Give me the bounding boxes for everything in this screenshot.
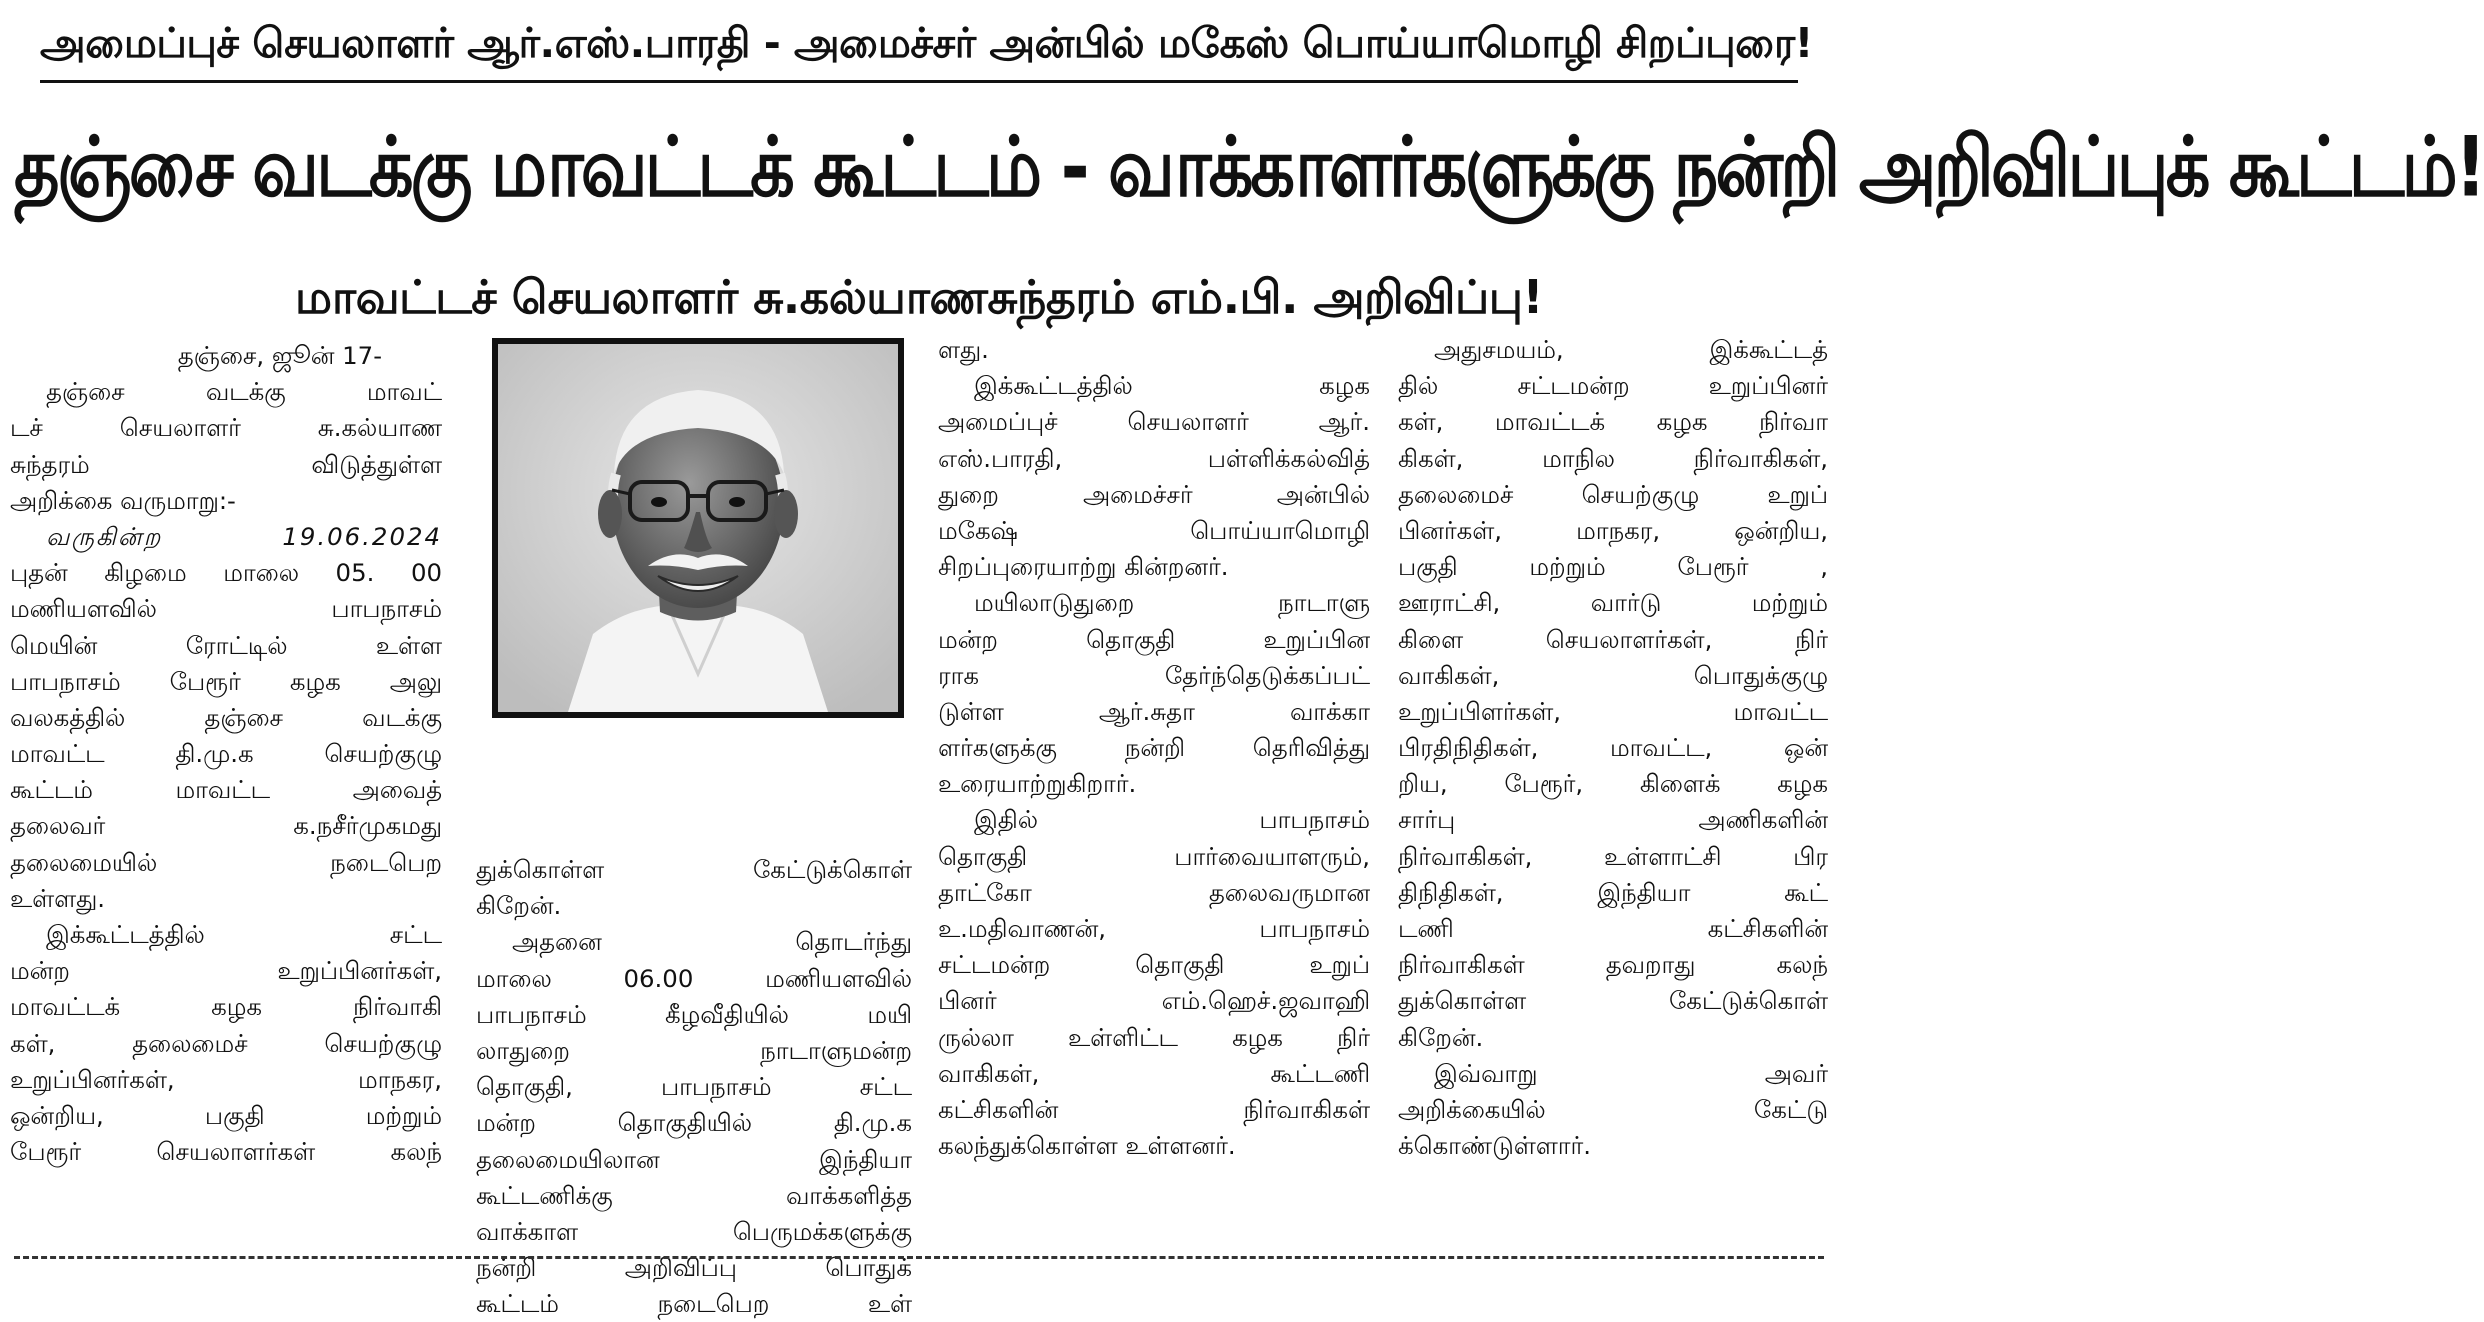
article-line: உ.மதிவாணன், பாபநாசம் (938, 914, 1370, 943)
article-line: அமைப்புச் செயலாளர் ஆர். (938, 407, 1370, 437)
article-line: துக்கொள்ள கேட்டுக்கொள் (1398, 986, 1828, 1016)
portrait-photo-frame (492, 338, 904, 718)
article-line: வாகிகள், கூட்டணி (938, 1058, 1370, 1088)
article-line: மன்ற உறுப்பினர்கள், (10, 956, 442, 986)
article-line: பிரதிநிதிகள், மாவட்ட, ஒன் (1398, 733, 1828, 763)
article-line: தில் சட்டமன்ற உறுப்பினர் (1398, 371, 1828, 401)
article-line: கிறேன். (476, 891, 562, 921)
article-line: நிர்வாகிகள், உள்ளாட்சி பிர (1398, 841, 1828, 871)
article-line: சட்டமன்ற தொகுதி உறுப் (938, 950, 1370, 980)
article-line: ருல்லா உள்ளிட்ட கழக நிர் (938, 1022, 1370, 1052)
article-line: கட்சிகளின் நிர்வாகிகள் (938, 1094, 1370, 1124)
article-line: டச் செயலாளர் சு.கல்யாண (10, 413, 442, 443)
portrait-photo (498, 344, 898, 712)
article-line: தலைமைச் செயற்குழு உறுப் (1398, 479, 1828, 509)
article-line: மன்ற தொகுதியில் தி.மு.க (476, 1108, 912, 1138)
article-line: ஊராட்சி, வார்டு மற்றும் (1398, 588, 1828, 618)
article-line: கூட்டணிக்கு வாக்களித்த (476, 1180, 912, 1210)
bottom-divider (14, 1256, 1824, 1259)
article-line: வலகத்தில் தஞ்சை வடக்கு (10, 702, 442, 732)
article-line: மயிலாடுதுறை நாடாளு (974, 588, 1370, 618)
article-line: அதனை தொடர்ந்து (512, 927, 912, 957)
article-line: பினர் எம்.ஹெச்.ஜவாஹி (938, 986, 1370, 1016)
article-line: இவ்வாறு அவர் (1434, 1058, 1828, 1088)
article-line: ளது. (938, 335, 989, 364)
article-line: உரையாற்றுகிறார். (938, 769, 1137, 799)
article-line: தொகுதி, பாபநாசம் சட்ட (476, 1072, 912, 1102)
article-line: நிர்வாகிகள் தவறாது கலந் (1398, 950, 1828, 980)
dateline: தஞ்சை, ஜூன் 17- (177, 341, 382, 370)
article-line: கலந்துக்கொள்ள உள்ளனர். (938, 1131, 1236, 1161)
article-line: மன்ற தொகுதி உறுப்பின (938, 624, 1370, 654)
article-line: மணியளவில் பாபநாசம் (10, 594, 442, 624)
article-line: துறை அமைச்சர் அன்பில் (938, 479, 1370, 509)
article-line: அறிக்கை வருமாறு:- (10, 485, 236, 515)
article-line: இக்கூட்டத்தில் சட்ட (46, 920, 442, 949)
article-line: இக்கூட்டத்தில் கழக (974, 371, 1370, 401)
article-line: சார்பு அணிகளின் (1398, 805, 1828, 835)
article-line: உறுப்பிளர்கள், மாவட்ட (1398, 696, 1828, 726)
article-line: பினர்கள், மாநகர, ஒன்றிய, (1398, 515, 1828, 545)
article-line: வருகின்ற 19.06.2024 (46, 521, 442, 551)
article-line: லாதுறை நாடாளுமன்ற (476, 1035, 912, 1065)
article-line: மாவட்டக் கழக நிர்வாகி (10, 992, 442, 1022)
article-line: வாக்காள பெருமக்களுக்கு (476, 1216, 912, 1246)
article-line: தஞ்சை வடக்கு மாவட் (46, 377, 442, 407)
article-line: தலைமையில் நடைபெற (10, 847, 442, 877)
article-line: தாட்கோ தலைவருமான (938, 877, 1370, 907)
article-line: கள், மாவட்டக் கழக நிர்வா (1398, 407, 1828, 437)
kicker-rule (40, 80, 1798, 83)
article-line: டணி கட்சிகளின் (1398, 914, 1828, 943)
article-line: ளர்களுக்கு நன்றி தெரிவித்து (938, 733, 1370, 763)
article-line: கூட்டம் மாவட்ட அவைத் (10, 775, 442, 805)
article-line: கிறேன். (1398, 1022, 1484, 1052)
article-line: அதுசமயம், இக்கூட்டத் (1434, 335, 1828, 364)
article-column-2 (476, 852, 912, 1322)
article-line: மாலை 06.00 மணியளவில் (476, 963, 912, 993)
article-line: சுந்தரம் விடுத்துள்ள (10, 449, 442, 479)
article-column-3 (938, 332, 1370, 1164)
kicker-headline: அமைப்புச் செயலாளர் ஆர்.எஸ்.பாரதி - அமைச்சர் அன்பில் மகேஸ் பொய்யாமொழி சிறப்புரை! (40, 19, 1813, 67)
article-line: மாவட்ட தி.மு.க செயற்குழு (10, 739, 442, 769)
sub-headline: மாவட்டச் செயலாளர் சு.கல்யாணசுந்தரம் எம்.பி. அறிவிப்பு! (295, 270, 1543, 324)
article-line: பாபநாசம் கீழவீதியில் மயி (476, 999, 912, 1029)
article-line: தொகுதி பார்வையாளரும், (938, 841, 1370, 871)
article-line: மகேஷ் பொய்யாமொழி (938, 515, 1370, 545)
article-line: கள், தலைமைச் செயற்குழு (10, 1028, 442, 1058)
article-line: டுள்ள ஆர்.சுதா வாக்கா (938, 696, 1370, 726)
article-line: க்கொண்டுள்ளார். (1398, 1131, 1591, 1161)
article-line: புதன் கிழமை மாலை 05. 00 (10, 558, 442, 588)
article-line: சிறப்புரையாற்று கின்றனர். (938, 552, 1229, 582)
article-line: துக்கொள்ள கேட்டுக்கொள் (476, 855, 912, 884)
article-line: பகுதி மற்றும் பேரூர் , (1398, 552, 1828, 582)
article-line: இதில் பாபநாசம் (974, 805, 1370, 835)
article-line: கூட்டம் நடைபெற உள் (476, 1289, 912, 1319)
article-line: பேரூர் செயலாளர்கள் கலந் (10, 1137, 442, 1167)
article-line: மெயின் ரோட்டில் உள்ள (10, 630, 442, 660)
article-line: ஒன்றிய, பகுதி மற்றும் (10, 1100, 442, 1130)
portrait-illustration (498, 344, 898, 712)
article-line: உள்ளது. (10, 883, 106, 913)
article-line: வாகிகள், பொதுக்குழு (1398, 660, 1828, 690)
article-line: உறுப்பினர்கள், மாநகர, (10, 1064, 442, 1094)
article-line: கிளை செயலாளர்கள், நிர் (1398, 624, 1828, 654)
main-headline: தஞ்சை வடக்கு மாவட்டக் கூட்டம் - வாக்காளர்களுக்கு நன்றி அறிவிப்புக் கூட்டம்! (14, 118, 2484, 216)
article-column-1 (10, 338, 442, 1170)
article-line: கிகள், மாநில நிர்வாகிகள், (1398, 443, 1828, 473)
article-line: தலைவர் க.நசீர்முகமது (10, 811, 442, 841)
article-column-4 (1398, 332, 1828, 1164)
article-line: நன்றி அறிவிப்பு பொதுக் (476, 1253, 912, 1283)
article-line: அறிக்கையில் கேட்டு (1398, 1094, 1828, 1124)
article-line: திநிதிகள், இந்தியா கூட் (1398, 877, 1828, 907)
article-line: எஸ்.பாரதி, பள்ளிக்கல்வித் (938, 443, 1370, 473)
article-line: தலைமையிலான இந்தியா (476, 1144, 912, 1174)
article-line: பாபநாசம் பேரூர் கழக அலு (10, 666, 442, 696)
article-line: றிய, பேரூர், கிளைக் கழக (1398, 769, 1828, 799)
article-line: ராக தேர்ந்தெடுக்கப்பட் (938, 660, 1370, 690)
